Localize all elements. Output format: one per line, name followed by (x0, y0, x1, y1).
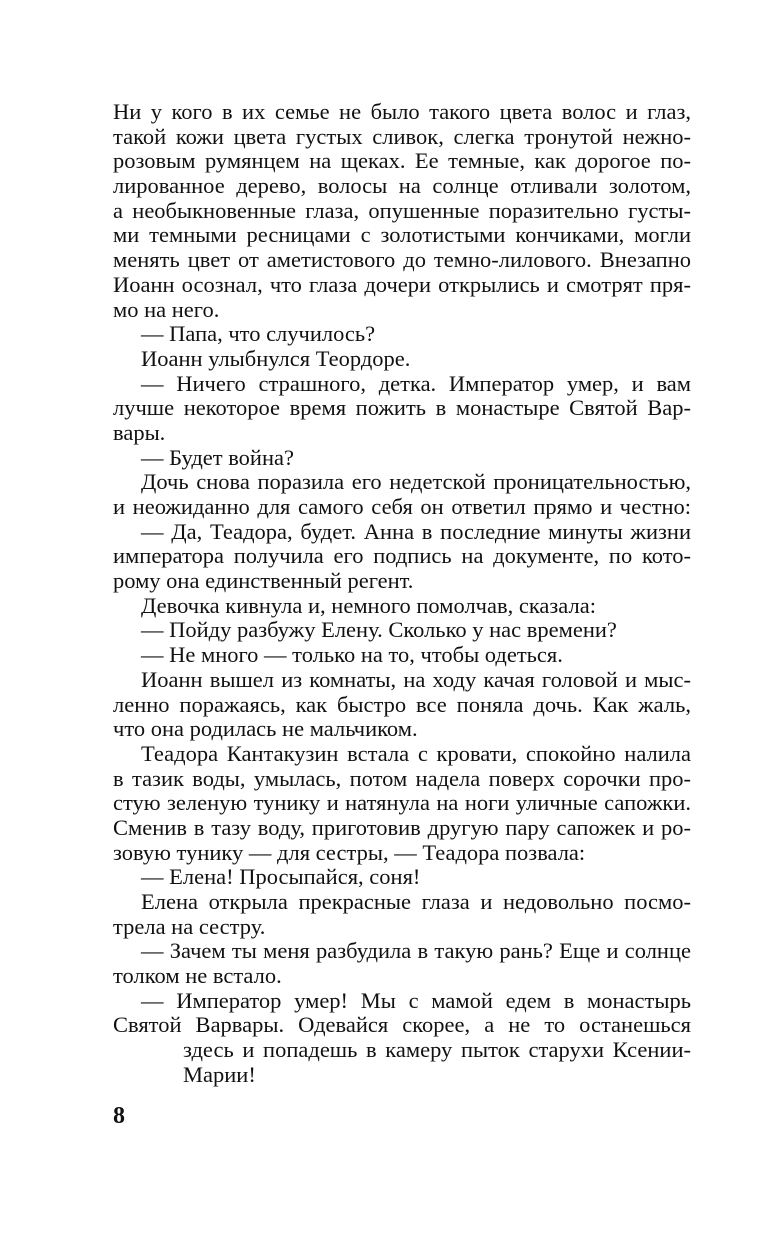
text-line: Девочка кивнула и, немного помолчав, сказала: (141, 592, 596, 618)
text-line: вары. (113, 419, 166, 445)
text-line: — Будет война? (141, 444, 294, 470)
text-line: такой кожи цвета густых сливок, слегка тронутой нежно- (113, 123, 691, 149)
text-line: — Елена! Просыпайся, соня! (141, 864, 421, 890)
text-line: менять цвет от аметистового до темно-лилового. Внезапно (113, 247, 691, 273)
text-line: ми темными ресницами с золотистыми кончиками, могли (113, 222, 691, 248)
text-line: Марии! (183, 1061, 256, 1087)
text-line: — Пойду разбужу Елену. Сколько у нас времени? (141, 617, 617, 643)
text-line: Теадора Кантакузин встала с кровати, спокойно налила (141, 740, 691, 766)
text-line: трела на сестру. (113, 913, 266, 939)
text-line: Ни у кого в их семье не было такого цвета волос и глаз, (113, 99, 691, 124)
text-line: лучше некоторое время пожить в монастыре Святой Вар- (113, 395, 691, 421)
text-line: Елена открыла прекрасные глаза и недовольно посмо- (141, 889, 691, 914)
text-line: — Не много — только на то, чтобы одеться. (141, 642, 563, 668)
text-line: мо на него. (113, 296, 220, 322)
text-line: здесь и попадешь в камеру пыток старухи Ксении- (183, 1037, 691, 1063)
text-line: — Император умер! Мы с мамой едем в монастырь (141, 987, 691, 1013)
text-line: а необыкновенные глаза, опушенные поразительно густы- (113, 197, 691, 223)
text-line: Сменив в тазу воду, приготовив другую пару сапожек и ро- (113, 814, 691, 840)
text-line: императора получила его подпись на документе, по кото- (113, 543, 691, 569)
text-line: Дочь снова поразила его недетской проницательностью, (141, 469, 691, 495)
text-line: розовым румянцем на щеках. Ее темные, как дорогое по- (113, 148, 691, 174)
text-line: Иоанн осознал, что глаза дочери открылись и смотрят пря- (113, 271, 691, 297)
text-line: Иоанн вышел из комнаты, на ходу качая головой и мыс- (141, 666, 691, 692)
text-line: — Зачем ты меня разбудила в такую рань? Еще и солнце (141, 938, 691, 964)
text-line: лированное дерево, волосы на солнце отливали золотом, (113, 173, 691, 199)
text-line: толком не встало. (113, 963, 282, 989)
text-line: — Ничего страшного, детка. Император умер, и вам (141, 370, 691, 396)
text-line: Святой Варвары. Одевайся скорее, а не то останешься (113, 1012, 691, 1038)
page-number: 8 (113, 1103, 125, 1129)
text-line: — Да, Теадора, будет. Анна в последние минуты жизни (141, 518, 691, 544)
page-text (113, 100, 691, 1088)
text-line: ленно поражаясь, как быстро все поняла дочь. Как жаль, (113, 691, 691, 717)
text-line: Иоанн улыбнулся Теордоре. (141, 345, 411, 371)
text-line: в тазик воды, умылась, потом надела поверх сорочки про- (113, 765, 691, 791)
text-line: — Папа, что случилось? (141, 321, 376, 347)
text-line: и неожиданно для самого себя он ответил прямо и честно: (113, 494, 691, 519)
text-line: рому она единственный регент. (113, 568, 414, 594)
text-line: зовую тунику — для сестры, — Теадора позвала: (113, 839, 586, 865)
text-line: стую зеленую тунику и натянула на ноги уличные сапожки. (113, 790, 691, 816)
text-line: что она родилась не мальчиком. (113, 716, 418, 742)
